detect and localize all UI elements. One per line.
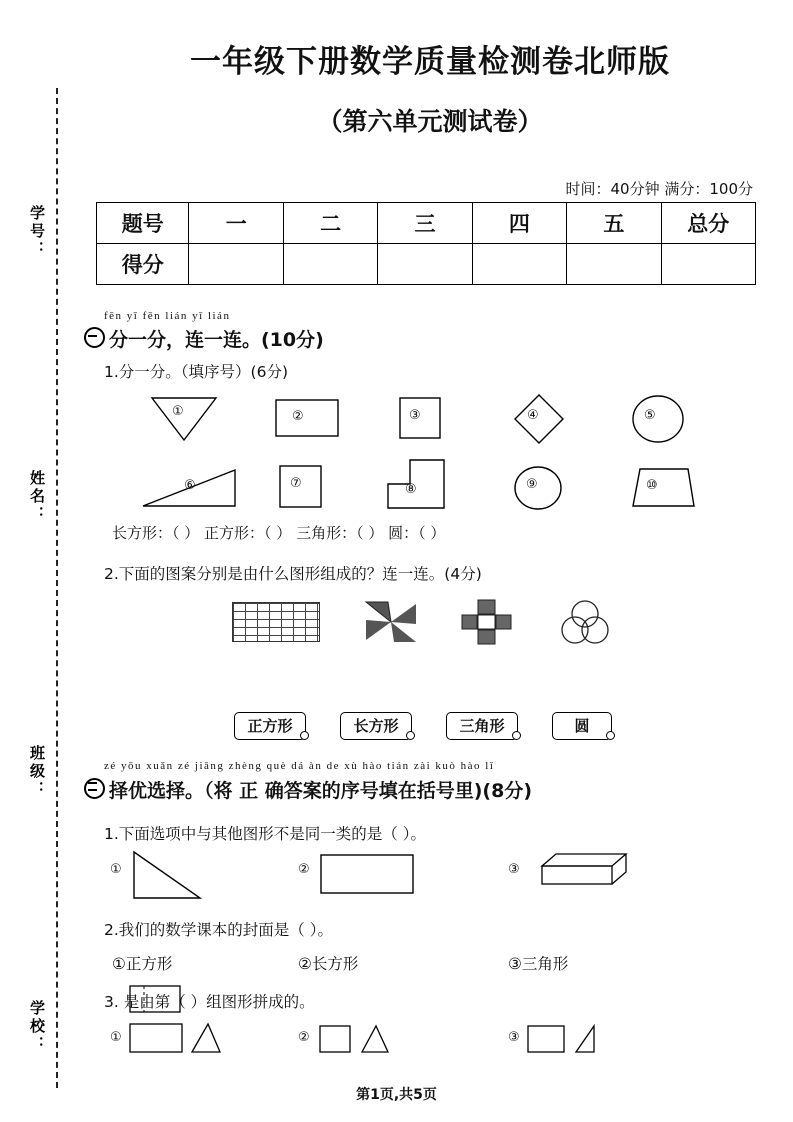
word-card-dot[interactable]: [606, 731, 615, 740]
section1-pinyin: fēn yī fēn lián yī lián: [104, 310, 231, 322]
shape-7-number: ⑦: [290, 476, 302, 491]
shape-3-number: ③: [409, 408, 421, 423]
score-table-cell: 二: [283, 203, 377, 244]
score-input-cell[interactable]: [189, 244, 283, 285]
pattern-cross-squares: [460, 598, 516, 646]
score-table-cell: 三: [378, 203, 472, 244]
section2-q1-option-3-cuboid[interactable]: [526, 850, 632, 896]
section2-q2-option-1[interactable]: ①正方形: [112, 955, 173, 973]
pattern-brick-wall: [232, 602, 320, 642]
section2-q1-option-1-triangle[interactable]: [128, 848, 208, 904]
exam-meta: 时间：40分钟 满分：100分: [565, 180, 753, 198]
vertical-label-banji: 班级：: [28, 745, 46, 799]
shape-4-number: ④: [527, 408, 539, 423]
section1-heading: [84, 325, 324, 352]
score-table-cell: 总分: [661, 203, 755, 244]
score-input-cell[interactable]: [378, 244, 472, 285]
section2-q2-option-2[interactable]: ②长方形: [298, 955, 359, 973]
word-card-changfangxing[interactable]: 长方形: [340, 712, 412, 740]
section2-q3-figure: [128, 982, 184, 1016]
section1-q1-fill-in[interactable]: 长方形：（ ） 正方形：（ ） 三角形：（ ） 圆：（ ）: [112, 524, 446, 542]
pattern-pinwheel: [362, 598, 420, 646]
page-subtitle: （第六单元测试卷）: [317, 107, 543, 136]
shape-8-l-shape: [386, 458, 448, 512]
vertical-label-xuexiao: 学校：: [28, 1000, 46, 1054]
word-card-dot[interactable]: [406, 731, 415, 740]
section2-heading-text: 择优选择。（将 正 确答案的序号填在括号里)(8分): [109, 780, 533, 802]
page-footer: 第1页,共5页: [356, 1087, 437, 1103]
section-number-icon: [84, 778, 105, 799]
table-row: [97, 244, 756, 285]
section2-q1-option-3-label[interactable]: ③: [508, 862, 520, 877]
section1-heading-text: 分一分，连一连。(10分): [109, 329, 324, 351]
score-table-cell: 五: [567, 203, 661, 244]
shape-5-circle: [630, 392, 686, 446]
section-number-icon: [84, 327, 105, 348]
section2-pinyin: zé yōu xuǎn zé jiāng zhèng què dá àn de xù hào tián zài kuò hào lǐ: [104, 760, 495, 772]
score-table-cell: 题号: [97, 203, 189, 244]
word-card-dot[interactable]: [512, 731, 521, 740]
shape-10-trapezoid: [630, 466, 696, 510]
dashed-margin-line: [56, 88, 58, 1088]
section2-q1-option-2-rectangle[interactable]: [318, 852, 418, 898]
section2-q1-option-1-label[interactable]: ①: [110, 862, 122, 877]
shape-4-diamond: [512, 392, 566, 446]
score-table-cell: 四: [472, 203, 566, 244]
word-card-dot[interactable]: [300, 731, 309, 740]
shape-6-number: ⑥: [184, 478, 196, 493]
score-table: [96, 202, 756, 285]
score-input-cell[interactable]: [283, 244, 377, 285]
shape-2-rectangle: [274, 398, 342, 440]
score-input-cell[interactable]: [661, 244, 755, 285]
section2-q1-text: 1.下面选项中与其他图形不是同一类的是（ ）。: [104, 825, 426, 843]
vertical-label-xingming: 姓名：: [28, 470, 46, 524]
section2-heading: [84, 776, 532, 803]
section2-q3-option-2-label[interactable]: ②: [298, 1030, 310, 1045]
section2-q3-option-3-figure[interactable]: [526, 1018, 616, 1060]
shape-8-number: ⑧: [405, 482, 417, 497]
shape-2-number: ②: [292, 409, 304, 424]
word-card-sanjiaoxing[interactable]: 三角形: [446, 712, 518, 740]
shape-10-number: ⑩: [646, 478, 658, 493]
shape-3-square: [398, 396, 444, 442]
vertical-label-xuehao: 学号：: [28, 205, 46, 259]
section2-q3-option-1-label[interactable]: ①: [110, 1030, 122, 1045]
shape-9-number: ⑨: [526, 477, 538, 492]
section1-q2-text: 2.下面的图案分别是由什么图形组成的？连一连。(4分): [104, 565, 482, 583]
section2-q2-text: 2.我们的数学课本的封面是（ ）。: [104, 921, 333, 939]
shape-1-number: ①: [172, 404, 184, 419]
score-input-cell[interactable]: [567, 244, 661, 285]
section2-q3-text: 3. 是由第（ ）组图形拼成的。: [104, 993, 315, 1011]
word-card-zhengfangxing[interactable]: 正方形: [234, 712, 306, 740]
pattern-three-circles: [556, 598, 614, 646]
score-table-cell: 得分: [97, 244, 189, 285]
shape-5-number: ⑤: [644, 408, 656, 423]
section1-q1-text: 1.分一分。（填序号）(6分): [104, 363, 288, 381]
word-card-yuan[interactable]: 圆: [552, 712, 612, 740]
shape-1-triangle: [148, 392, 220, 444]
section2-q2-option-3[interactable]: ③三角形: [508, 955, 569, 973]
score-input-cell[interactable]: [472, 244, 566, 285]
section2-q1-option-2-label[interactable]: ②: [298, 862, 310, 877]
section2-q3-option-2-figure[interactable]: [318, 1018, 408, 1060]
page-title: 一年级下册数学质量检测卷北师版: [190, 44, 670, 80]
section2-q3-option-3-label[interactable]: ③: [508, 1030, 520, 1045]
table-row: [97, 203, 756, 244]
shape-9-circle: [512, 464, 564, 512]
score-table-cell: 一: [189, 203, 283, 244]
section2-q3-option-1-figure[interactable]: [128, 1018, 224, 1060]
